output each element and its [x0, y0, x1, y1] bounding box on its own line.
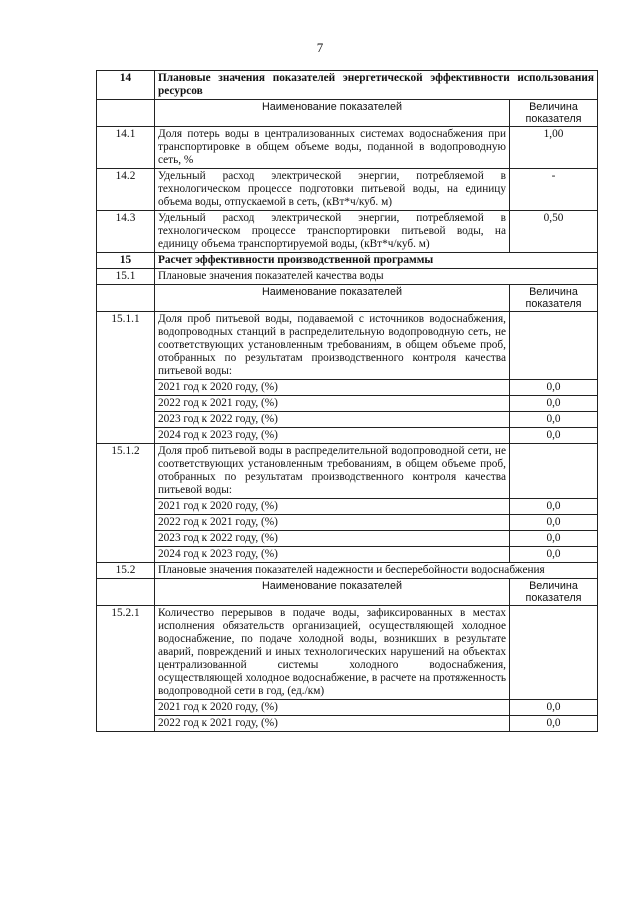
year-label: 2022 год к 2021 году, (%): [155, 515, 510, 531]
empty-cell: [510, 312, 598, 380]
year-row: [97, 700, 598, 716]
header-name: Наименование показателей: [155, 285, 510, 312]
section-number: 15.2: [97, 563, 155, 579]
indicator-row: [97, 444, 598, 499]
row-text: Доля потерь воды в централизованных системах водоснабжения при транспортировке в общем объеме воды, поданной в водопроводную сеть, %: [155, 127, 510, 169]
year-label: 2022 год к 2021 году, (%): [155, 396, 510, 412]
section-number: 15.1: [97, 269, 155, 285]
year-label: 2022 год к 2021 году, (%): [155, 716, 510, 732]
year-row: [97, 428, 598, 444]
header-row: [97, 579, 598, 606]
year-value: 0,0: [510, 547, 598, 563]
indicator-row: [97, 312, 598, 380]
year-value: 0,0: [510, 531, 598, 547]
table-row: [97, 211, 598, 253]
empty-cell: [97, 579, 155, 606]
year-value: 0,0: [510, 380, 598, 396]
indicators-table: [96, 70, 598, 732]
year-label: 2021 год к 2020 году, (%): [155, 499, 510, 515]
row-value: -: [510, 169, 598, 211]
header-value: Величина показателя: [510, 100, 598, 127]
row-value: 1,00: [510, 127, 598, 169]
empty-cell: [510, 444, 598, 499]
section-15-1-row: [97, 269, 598, 285]
year-row: [97, 547, 598, 563]
row-number: 15.1.2: [97, 444, 155, 563]
row-number: 14.2: [97, 169, 155, 211]
empty-cell: [97, 100, 155, 127]
year-value: 0,0: [510, 396, 598, 412]
year-label: 2021 год к 2020 году, (%): [155, 700, 510, 716]
year-value: 0,0: [510, 499, 598, 515]
header-value: Величина показателя: [510, 285, 598, 312]
section-14-row: [97, 71, 598, 100]
year-row: [97, 396, 598, 412]
row-number: 14.1: [97, 127, 155, 169]
section-title: Плановые значения показателей надежности и бесперебойности водоснабжения: [155, 563, 598, 579]
section-title: Плановые значения показателей качества воды: [155, 269, 598, 285]
section-title: Расчет эффективности производственной программы: [155, 253, 598, 269]
year-value: 0,0: [510, 428, 598, 444]
year-label: 2023 год к 2022 году, (%): [155, 412, 510, 428]
year-value: 0,0: [510, 515, 598, 531]
row-text: Доля проб питьевой воды в распределительной водопроводной сети, не соответствующих установленным требованиям, в общем объеме проб, отобранных по результатам производственного контроля качества питьевой воды:: [155, 444, 510, 499]
year-value: 0,0: [510, 412, 598, 428]
row-number: 15.2.1: [97, 606, 155, 732]
year-label: 2024 год к 2023 году, (%): [155, 428, 510, 444]
year-value: 0,0: [510, 700, 598, 716]
empty-cell: [97, 285, 155, 312]
row-text: Удельный расход электрической энергии, потребляемой в технологическом процессе транспортировки питьевой воды, на единицу объема транспортируемой воды, (кВт*ч/куб. м): [155, 211, 510, 253]
header-value: Величина показателя: [510, 579, 598, 606]
year-label: 2021 год к 2020 году, (%): [155, 380, 510, 396]
year-row: [97, 716, 598, 732]
year-row: [97, 412, 598, 428]
section-15-row: [97, 253, 598, 269]
row-text: Количество перерывов в подаче воды, зафиксированных в местах исполнения обязательств организацией, осуществляющей холодное водоснабжение, по подаче холодной воды, возникших в результате аварий, повреждений и иных технологических нарушений на объектах централизованной системы холодного водоснабжения, осуществляющей холодное водоснабжение, в расчете на протяженность водопроводной сети в год, (ед./км): [155, 606, 510, 700]
section-number: 15: [97, 253, 155, 269]
header-row: [97, 100, 598, 127]
section-number: 14: [97, 71, 155, 100]
row-value: 0,50: [510, 211, 598, 253]
table-row: [97, 127, 598, 169]
header-name: Наименование показателей: [155, 579, 510, 606]
year-label: 2023 год к 2022 году, (%): [155, 531, 510, 547]
year-row: [97, 531, 598, 547]
year-row: [97, 380, 598, 396]
header-name: Наименование показателей: [155, 100, 510, 127]
section-title: Плановые значения показателей энергетической эффективности использования ресурсов: [155, 71, 598, 100]
empty-cell: [510, 606, 598, 700]
indicator-row: [97, 606, 598, 700]
row-text: Удельный расход электрической энергии, потребляемой в технологическом процессе подготовки питьевой воды, на единицу объема воды, отпускаемой в сеть, (кВт*ч/куб. м): [155, 169, 510, 211]
section-15-2-row: [97, 563, 598, 579]
header-row: [97, 285, 598, 312]
page-number: 7: [316, 40, 324, 55]
year-row: [97, 515, 598, 531]
row-text: Доля проб питьевой воды, подаваемой с источников водоснабжения, водопроводных станций в распределительную водопроводную сеть, не соответствующих установленным требованиям, в общем объеме проб, отобранных по результатам производственного контроля качества питьевой воды:: [155, 312, 510, 380]
row-number: 15.1.1: [97, 312, 155, 444]
year-value: 0,0: [510, 716, 598, 732]
year-label: 2024 год к 2023 году, (%): [155, 547, 510, 563]
row-number: 14.3: [97, 211, 155, 253]
year-row: [97, 499, 598, 515]
table-row: [97, 169, 598, 211]
